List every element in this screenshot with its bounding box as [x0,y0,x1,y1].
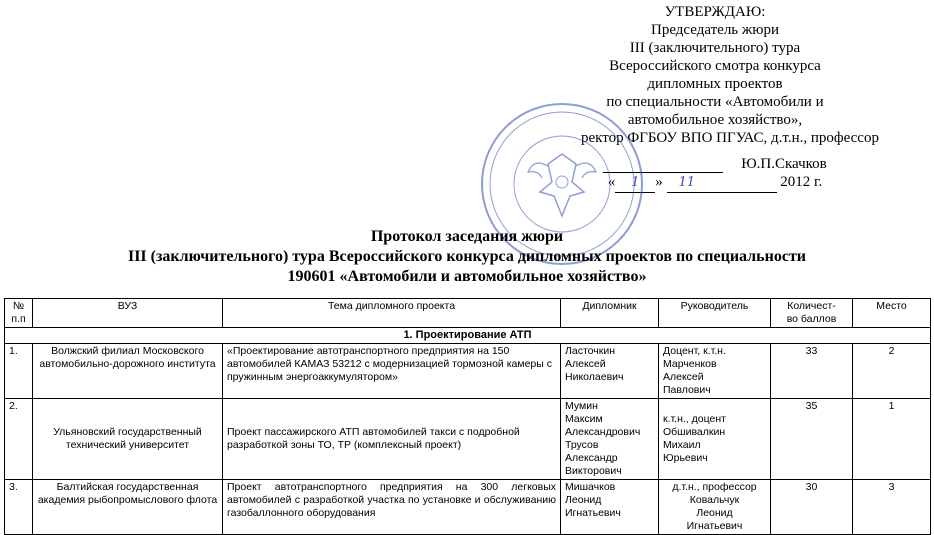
date-day-blank [615,173,655,193]
table-header-row [5,299,931,328]
row-topic: «Проектирование автотранспортного предприятия на 150 автомобилей КАМАЗ 53212 с модернизацией тормозной камеры с пружинным энергоаккумулятором» [223,344,561,399]
row-student: Ласточкин Алексей Николаевич [561,344,659,399]
row-points: 35 [771,399,853,480]
date-month: 11 [678,175,696,190]
row-vuz: Ульяновский государственный технический университет [33,399,223,480]
signer-name: Ю.П.Скачков [741,156,827,172]
row-num: 3. [5,480,33,535]
col-header-num: № п.п [5,299,33,328]
date-year: 2012 г. [780,174,823,190]
approval-line: Всероссийского смотра конкурса [609,58,821,74]
protocol-header [0,227,934,287]
row-place: 1 [853,399,931,480]
table-row [5,399,931,480]
row-vuz: Волжский филиал Московского автомобильно-дорожного института [33,344,223,399]
row-topic: Проект пассажирского АТП автомобилей такси с подробной разработкой зоны ТО, ТР (комплексный проект) [223,399,561,480]
col-header-supervisor: Руководитель [659,299,771,328]
protocol-title: Протокол заседания жюри [370,228,564,245]
row-student: Мумин Максим Александрович Трусов Александр Викторович [561,399,659,480]
section-title: 1. Проектирование АТП [5,328,931,344]
approval-block [500,3,930,193]
row-points: 33 [771,344,853,399]
approval-heading: УТВЕРЖДАЮ: [664,4,766,20]
col-header-vuz: ВУЗ [33,299,223,328]
section-row [5,328,931,344]
row-num: 1. [5,344,33,399]
table-row [5,344,931,399]
row-supervisor: к.т.н., доцент Обшивалкин Михаил Юрьевич [659,399,771,480]
row-topic: Проект автотранспортного предприятия на 300 легковых автомобилей с разработкой участка по установке и обслуживанию газобаллонного оборудования [223,480,561,535]
results-table [4,298,931,535]
table-row [5,480,931,535]
approval-line: Председатель жюри [650,22,779,38]
approval-line: дипломных проектов [647,76,783,92]
row-place: 3 [853,480,931,535]
row-place: 2 [853,344,931,399]
date-open-quote: « [607,174,616,190]
row-supervisor: д.т.н., профессор Ковальчук Леонид Игнатьевич [659,480,771,535]
row-num: 2. [5,399,33,480]
date-month-blank [667,173,777,193]
signature-line [500,155,930,173]
row-student: Мишачков Леонид Игнатьевич [561,480,659,535]
col-header-points: Количест- во баллов [771,299,853,328]
protocol-subtitle: III (заключительного) тура Всероссийского конкурса дипломных проектов по специальности [127,248,807,265]
row-points: 30 [771,480,853,535]
col-header-topic: Тема дипломного проекта [223,299,561,328]
col-header-student: Дипломник [561,299,659,328]
date-day: 1 [631,175,640,190]
approval-line: III (заключительного) тура [629,40,801,56]
approval-line: по специальности «Автомобили и [606,94,824,110]
approval-date [500,173,930,193]
approval-line: автомобильное хозяйство», [627,112,803,128]
approval-line: ректор ФГБОУ ВПО ПГУАС, д.т.н., профессор [581,130,879,146]
signature-blank [603,155,723,173]
row-vuz: Балтийская государственная академия рыбопромыслового флота [33,480,223,535]
date-close-quote: » [655,174,663,190]
col-header-place: Место [853,299,931,328]
row-supervisor: Доцент, к.т.н. Марченков Алексей Павлович [659,344,771,399]
protocol-specialty: 190601 «Автомобили и автомобильное хозяйство» [287,268,647,285]
